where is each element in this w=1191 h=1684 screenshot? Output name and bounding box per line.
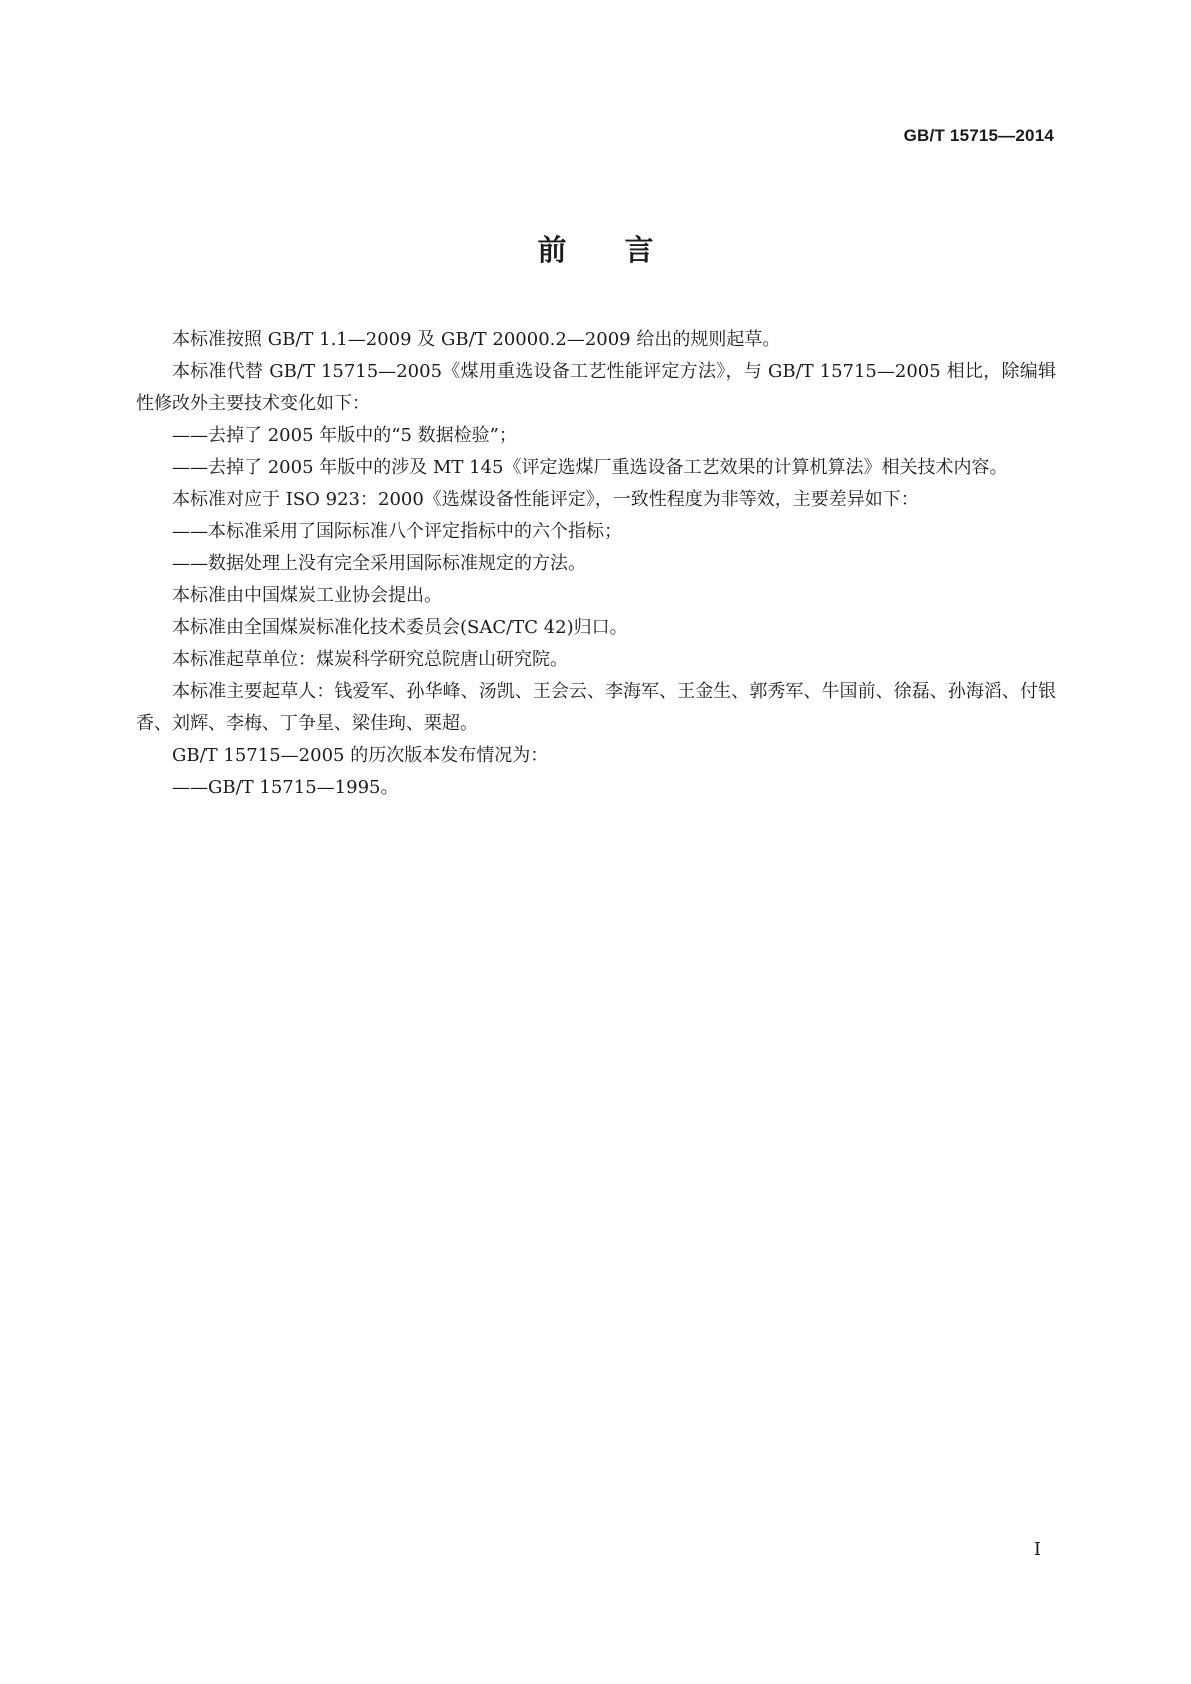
paragraph-drafting-rules: 本标准按照 GB/T 1.1—2009 及 GB/T 20000.2—2009 给出的规则起草。 xyxy=(172,329,781,350)
dash-marker: —— xyxy=(172,425,208,446)
list-item-text: 本标准采用了国际标准八个评定指标中的六个指标； xyxy=(208,521,622,542)
dash-marker: —— xyxy=(172,777,208,798)
paragraph-version-history: GB/T 15715—2005 的历次版本发布情况为： xyxy=(172,745,549,766)
dash-marker: —— xyxy=(172,457,208,478)
foreword-body xyxy=(136,324,1056,804)
standard-code: GB/T 15715—2014 xyxy=(903,126,1054,145)
title-char-1: 前 xyxy=(537,233,567,267)
paragraph-proposer: 本标准由中国煤炭工业协会提出。 xyxy=(172,585,442,606)
page-title xyxy=(0,228,1191,269)
list-item-change-2 xyxy=(136,452,1056,484)
list-item-previous-version xyxy=(136,772,1056,804)
paragraph-drafting-unit: 本标准起草单位：煤炭科学研究总院唐山研究院。 xyxy=(172,649,568,670)
list-item-text: 去掉了 2005 年版中的“5 数据检验”； xyxy=(208,425,517,446)
list-item-text: 数据处理上没有完全采用国际标准规定的方法。 xyxy=(208,553,586,574)
list-item-text: GB/T 15715—1995。 xyxy=(208,777,399,798)
paragraph-iso-correspondence: 本标准对应于 ISO 923：2000《选煤设备性能评定》，一致性程度为非等效，主要差异如下： xyxy=(172,489,919,510)
paragraph-committee: 本标准由全国煤炭标准化技术委员会(SAC/TC 42)归口。 xyxy=(172,617,628,638)
list-item-change-1 xyxy=(136,420,1056,452)
dash-marker: —— xyxy=(172,553,208,574)
list-item-text: 去掉了 2005 年版中的涉及 MT 145《评定选煤厂重选设备工艺效果的计算机算法》相关技术内容。 xyxy=(208,457,1008,478)
paragraph-replacement: 本标准代替 GB/T 15715—2005《煤用重选设备工艺性能评定方法》，与 GB/T 15715—2005 相比，除编辑性修改外主要技术变化如下： xyxy=(136,361,1056,414)
page-number: I xyxy=(1033,1539,1041,1560)
dash-marker: —— xyxy=(172,521,208,542)
list-item-difference-1 xyxy=(136,516,1056,548)
list-item-difference-2 xyxy=(136,548,1056,580)
title-char-2: 言 xyxy=(624,233,654,267)
paragraph-drafters: 本标准主要起草人：钱爱军、孙华峰、汤凯、王会云、李海军、王金生、郭秀军、牛国前、徐磊、孙海滔、付银香、刘辉、李梅、丁争星、梁佳珣、栗超。 xyxy=(136,681,1056,734)
